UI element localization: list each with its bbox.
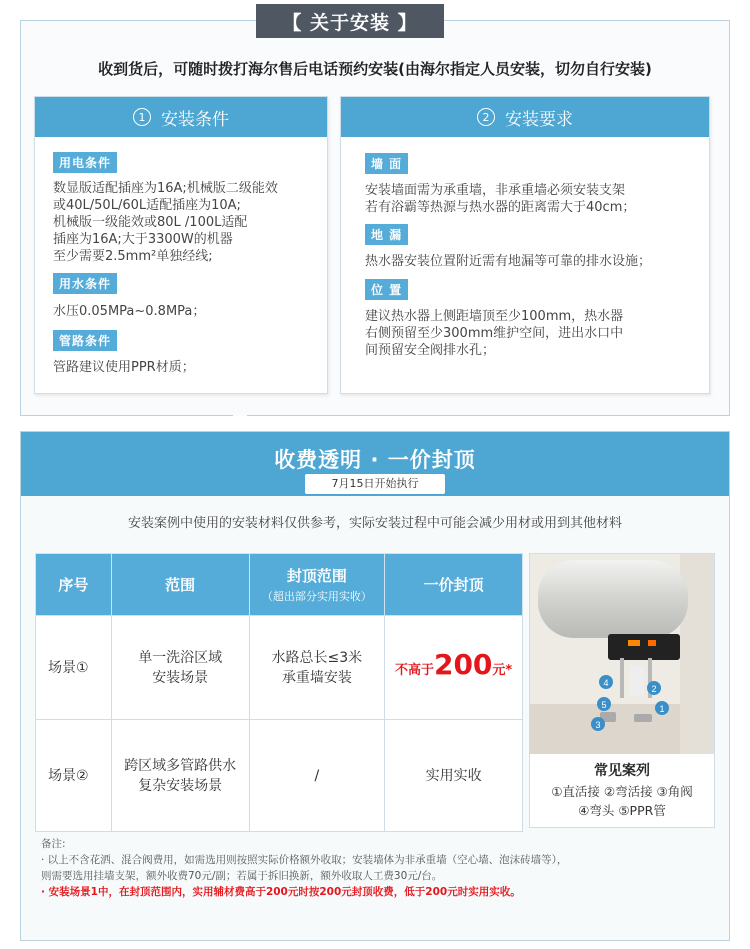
marker-label: 4 <box>603 678 609 688</box>
power-line: 至少需要2.5mm²单独经线; <box>53 249 213 264</box>
position-line: 右侧预留至少300mm维护空间，进出水口中 <box>365 326 624 341</box>
drain-line: 热水器安装位置附近需有地漏等可靠的排水设施； <box>365 254 652 269</box>
scope-line: 跨区域多管路供水 <box>124 757 237 774</box>
case-item-line: ④弯头 ⑤PPR管 <box>578 803 666 818</box>
tag-position: 位 置 <box>365 279 408 300</box>
footnote-line: 则需要选用挂墙支架，额外收费70元/副；若属于拆旧换新，额外收取人工费30元/台。 <box>41 870 443 882</box>
cap-cell <box>249 616 385 720</box>
scope-cell <box>111 720 249 832</box>
position-line: 间预留安全阀排水孔； <box>365 343 496 358</box>
power-line: 插座为16A;大于3300W的机器 <box>53 232 233 247</box>
table-header-row <box>36 554 523 616</box>
marker-label: 2 <box>651 684 657 694</box>
case-items <box>530 782 714 820</box>
tag-water: 用水条件 <box>53 273 117 294</box>
marker-label: 3 <box>595 720 601 730</box>
power-line: 机械版一级能效或80L /100L适配 <box>53 215 248 230</box>
tag-drain: 地 漏 <box>365 224 408 245</box>
about-title: 【 关于安装 】 <box>256 4 444 38</box>
price-value: 200 <box>433 647 493 681</box>
wall-line: 安装墙面需为承重墙，非承重墙必须安装支架 <box>365 183 626 198</box>
footnote-head: 备注: <box>41 838 66 850</box>
scope-line: 复杂安装场景 <box>138 777 223 794</box>
conditions-title: 安装条件 <box>161 109 229 130</box>
scope-line: 单一洗浴区域 <box>138 649 223 666</box>
requirements-header <box>341 97 709 137</box>
price-prefix: 不高于 <box>394 662 434 678</box>
intro-text: 收到货后，可随时拨打海尔售后电话预约安装(由海尔指定人员安装，切勿自行安装) <box>98 60 652 78</box>
cases-title: 常见案列 <box>594 763 650 779</box>
table-row <box>36 616 523 720</box>
marker-label: 5 <box>601 700 607 710</box>
power-line: 或40L/50L/60L适配插座为10A; <box>53 198 241 213</box>
footnote <box>41 836 721 900</box>
header-cap-range-label: 封顶范围 <box>286 567 347 585</box>
requirements-card <box>340 96 710 394</box>
number-badge: 1 <box>133 108 151 126</box>
case-item-line: ①直活接 ②弯活接 ③角阀 <box>551 784 693 799</box>
footnote-highlight: · 安装场景1中，在封顶范围内，实用辅材费高于200元时按200元封顶收费，低于200元时实用实收。 <box>41 886 521 898</box>
marker-label: 1 <box>659 704 665 714</box>
header-scope: 范围 <box>111 554 249 616</box>
cap-line: 水路总长≤3米 <box>271 649 363 666</box>
wall-line: 若有浴霸等热源与热水器的距离需大于40cm； <box>365 200 636 215</box>
requirements-title: 安装要求 <box>505 109 573 130</box>
tag-wall: 墙 面 <box>365 153 408 174</box>
conditions-card <box>34 96 328 394</box>
conditions-header <box>35 97 327 137</box>
fees-title: 收费透明 · 一价封顶 <box>274 448 476 472</box>
header-price: 一价封顶 <box>385 554 523 616</box>
fee-table <box>35 553 523 832</box>
tag-power: 用电条件 <box>53 152 117 173</box>
pipe-line: 管路建议使用PPR材质； <box>53 360 195 375</box>
price-cell <box>385 616 523 720</box>
power-line: 数显版适配插座为16A;机械版二级能效 <box>53 181 278 196</box>
fees-section <box>20 431 730 941</box>
scene-cell: 场景② <box>36 720 112 832</box>
scope-cell <box>111 616 249 720</box>
header-index: 序号 <box>36 554 112 616</box>
footnote-line: · 以上不含花洒、混合阀费用，如需选用则按照实际价格额外收取；安装墙体为非承重墙（空心墙、泡沫砖墙等）， <box>41 854 568 866</box>
tag-pipe: 管路条件 <box>53 330 117 351</box>
table-row <box>36 720 523 832</box>
common-cases-panel <box>529 553 715 828</box>
water-line: 水压0.05MPa~0.8MPa； <box>53 304 206 319</box>
cap-cell: / <box>249 720 385 832</box>
header-cap-range-sub: （超出部分实用实收） <box>261 590 372 603</box>
cap-line: 承重墙安装 <box>281 669 352 686</box>
effective-date: 7月15日开始执行 <box>305 474 445 494</box>
position-line: 建议热水器上侧距墙顶至少100mm，热水器 <box>365 309 624 324</box>
scene-cell: 场景① <box>36 616 112 720</box>
water-heater-photo <box>530 554 714 754</box>
price-cell: 实用实收 <box>385 720 523 832</box>
scope-line: 安装场景 <box>152 669 209 686</box>
materials-note: 安装案例中使用的安装材料仅供参考，实际安装过程中可能会减少用材或用到其他材料 <box>127 516 622 531</box>
header-cap-range <box>249 554 385 616</box>
number-badge: 2 <box>477 108 495 126</box>
price-suffix: 元* <box>492 662 513 678</box>
